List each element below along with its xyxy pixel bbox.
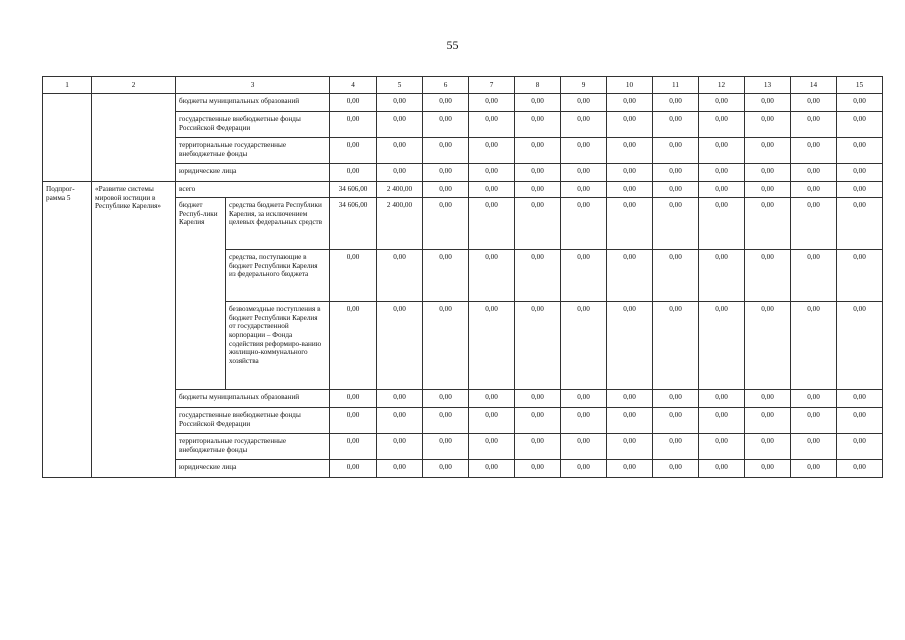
value-cell: 0,00 bbox=[423, 408, 469, 434]
value-cell: 0,00 bbox=[377, 138, 423, 164]
value-cell: 0,00 bbox=[699, 94, 745, 112]
value-cell: 0,00 bbox=[699, 302, 745, 390]
value-cell: 0,00 bbox=[745, 302, 791, 390]
value-cell: 0,00 bbox=[330, 302, 377, 390]
value-cell: 0,00 bbox=[653, 250, 699, 302]
value-cell: 0,00 bbox=[330, 390, 377, 408]
value-cell: 0,00 bbox=[653, 112, 699, 138]
value-cell: 0,00 bbox=[745, 182, 791, 198]
value-cell: 0,00 bbox=[791, 198, 837, 250]
value-cell: 0,00 bbox=[607, 460, 653, 478]
value-cell: 0,00 bbox=[423, 250, 469, 302]
value-cell: 0,00 bbox=[515, 390, 561, 408]
value-cell: 0,00 bbox=[561, 408, 607, 434]
value-cell: 0,00 bbox=[423, 182, 469, 198]
value-cell: 0,00 bbox=[699, 138, 745, 164]
value-cell: 0,00 bbox=[699, 250, 745, 302]
column-header: 3 bbox=[176, 77, 330, 94]
column-header: 11 bbox=[653, 77, 699, 94]
value-cell: 0,00 bbox=[515, 94, 561, 112]
table-row bbox=[43, 94, 883, 112]
value-cell: 0,00 bbox=[330, 250, 377, 302]
value-cell: 0,00 bbox=[561, 198, 607, 250]
page-number: 55 bbox=[446, 38, 459, 52]
source-label: государственные внебюджетные фонды Российской Федерации bbox=[176, 408, 330, 434]
value-cell: 0,00 bbox=[377, 164, 423, 182]
value-cell: 0,00 bbox=[561, 460, 607, 478]
value-cell: 0,00 bbox=[423, 164, 469, 182]
value-cell: 0,00 bbox=[837, 460, 883, 478]
value-cell: 0,00 bbox=[745, 408, 791, 434]
column-header: 1 bbox=[43, 77, 92, 94]
source-label: государственные внебюджетные фонды Российской Федерации bbox=[176, 112, 330, 138]
value-cell: 0,00 bbox=[653, 302, 699, 390]
value-cell: 0,00 bbox=[423, 138, 469, 164]
value-cell: 0,00 bbox=[607, 198, 653, 250]
column-header: 8 bbox=[515, 77, 561, 94]
value-cell: 0,00 bbox=[837, 390, 883, 408]
value-cell: 0,00 bbox=[699, 460, 745, 478]
subprogram-name: «Развитие системы мировой юстиции в Республике Карелия» bbox=[92, 182, 176, 478]
value-cell: 0,00 bbox=[377, 460, 423, 478]
value-cell: 0,00 bbox=[515, 302, 561, 390]
value-cell: 0,00 bbox=[515, 434, 561, 460]
value-cell: 0,00 bbox=[699, 408, 745, 434]
value-cell: 0,00 bbox=[653, 198, 699, 250]
value-cell: 0,00 bbox=[837, 182, 883, 198]
value-cell: 0,00 bbox=[515, 138, 561, 164]
column-header: 15 bbox=[837, 77, 883, 94]
value-cell: 0,00 bbox=[469, 164, 515, 182]
source-label: территориальные государственные внебюджетные фонды bbox=[176, 138, 330, 164]
value-cell: 0,00 bbox=[607, 94, 653, 112]
column-header: 4 bbox=[330, 77, 377, 94]
value-cell: 0,00 bbox=[607, 250, 653, 302]
value-cell: 0,00 bbox=[837, 408, 883, 434]
value-cell: 0,00 bbox=[607, 390, 653, 408]
value-cell: 0,00 bbox=[377, 390, 423, 408]
value-cell: 0,00 bbox=[515, 112, 561, 138]
column-header: 6 bbox=[423, 77, 469, 94]
budget-table bbox=[42, 76, 883, 478]
value-cell: 0,00 bbox=[469, 390, 515, 408]
value-cell: 0,00 bbox=[653, 434, 699, 460]
value-cell: 0,00 bbox=[699, 182, 745, 198]
value-cell: 0,00 bbox=[745, 164, 791, 182]
value-cell: 0,00 bbox=[515, 182, 561, 198]
value-cell: 0,00 bbox=[837, 434, 883, 460]
value-cell: 0,00 bbox=[653, 390, 699, 408]
value-cell: 0,00 bbox=[653, 94, 699, 112]
value-cell: 0,00 bbox=[607, 302, 653, 390]
column-header: 7 bbox=[469, 77, 515, 94]
value-cell: 0,00 bbox=[561, 164, 607, 182]
value-cell: 0,00 bbox=[561, 112, 607, 138]
value-cell: 0,00 bbox=[837, 250, 883, 302]
value-cell: 0,00 bbox=[377, 112, 423, 138]
value-cell: 0,00 bbox=[699, 390, 745, 408]
value-cell: 0,00 bbox=[423, 94, 469, 112]
value-cell: 0,00 bbox=[699, 112, 745, 138]
value-cell: 0,00 bbox=[653, 460, 699, 478]
value-cell: 0,00 bbox=[515, 198, 561, 250]
column-header: 2 bbox=[92, 77, 176, 94]
value-cell: 0,00 bbox=[607, 434, 653, 460]
value-cell: 0,00 bbox=[377, 250, 423, 302]
table-row bbox=[43, 182, 883, 198]
value-cell: 0,00 bbox=[837, 302, 883, 390]
value-cell: 34 606,00 bbox=[330, 182, 377, 198]
value-cell: 0,00 bbox=[653, 408, 699, 434]
value-cell: 0,00 bbox=[791, 112, 837, 138]
value-cell: 0,00 bbox=[377, 408, 423, 434]
value-cell: 0,00 bbox=[607, 112, 653, 138]
value-cell: 0,00 bbox=[561, 390, 607, 408]
value-cell: 0,00 bbox=[561, 250, 607, 302]
value-cell: 0,00 bbox=[469, 198, 515, 250]
source-label: средства бюджета Республики Карелия, за исключением целевых федеральных средств bbox=[226, 198, 330, 250]
value-cell: 0,00 bbox=[515, 164, 561, 182]
value-cell: 0,00 bbox=[699, 434, 745, 460]
value-cell: 0,00 bbox=[561, 434, 607, 460]
value-cell: 0,00 bbox=[515, 250, 561, 302]
value-cell: 0,00 bbox=[330, 434, 377, 460]
column-header: 13 bbox=[745, 77, 791, 94]
value-cell: 0,00 bbox=[469, 250, 515, 302]
value-cell: 0,00 bbox=[837, 164, 883, 182]
value-cell: 0,00 bbox=[515, 408, 561, 434]
subprogram-code: Подпрог-рамма 5 bbox=[43, 182, 92, 478]
value-cell: 0,00 bbox=[561, 182, 607, 198]
value-cell: 0,00 bbox=[469, 408, 515, 434]
value-cell: 0,00 bbox=[330, 138, 377, 164]
column-header: 12 bbox=[699, 77, 745, 94]
value-cell: 0,00 bbox=[791, 460, 837, 478]
value-cell: 0,00 bbox=[330, 408, 377, 434]
source-label: юридические лица bbox=[176, 164, 330, 182]
source-label: бюджеты муниципальных образований bbox=[176, 390, 330, 408]
value-cell: 0,00 bbox=[791, 408, 837, 434]
value-cell: 0,00 bbox=[469, 112, 515, 138]
value-cell: 0,00 bbox=[469, 302, 515, 390]
value-cell: 2 400,00 bbox=[377, 182, 423, 198]
value-cell: 0,00 bbox=[469, 94, 515, 112]
value-cell: 0,00 bbox=[469, 434, 515, 460]
value-cell: 0,00 bbox=[469, 460, 515, 478]
value-cell: 0,00 bbox=[791, 182, 837, 198]
value-cell: 0,00 bbox=[423, 112, 469, 138]
value-cell: 34 606,00 bbox=[330, 198, 377, 250]
value-cell: 0,00 bbox=[607, 164, 653, 182]
value-cell: 0,00 bbox=[423, 434, 469, 460]
column-header: 5 bbox=[377, 77, 423, 94]
column-header: 10 bbox=[607, 77, 653, 94]
value-cell: 0,00 bbox=[791, 302, 837, 390]
column-header: 14 bbox=[791, 77, 837, 94]
value-cell: 0,00 bbox=[745, 112, 791, 138]
value-cell: 0,00 bbox=[837, 94, 883, 112]
value-cell: 0,00 bbox=[607, 138, 653, 164]
value-cell: 0,00 bbox=[561, 302, 607, 390]
value-cell: 0,00 bbox=[745, 434, 791, 460]
value-cell: 0,00 bbox=[561, 138, 607, 164]
total-label: всего bbox=[176, 182, 330, 198]
value-cell: 0,00 bbox=[607, 182, 653, 198]
budget-label: бюджет Респуб-лики Карелия bbox=[176, 198, 226, 390]
value-cell: 0,00 bbox=[469, 138, 515, 164]
value-cell: 0,00 bbox=[377, 434, 423, 460]
value-cell: 0,00 bbox=[791, 138, 837, 164]
value-cell: 0,00 bbox=[653, 164, 699, 182]
value-cell: 0,00 bbox=[791, 434, 837, 460]
column-header: 9 bbox=[561, 77, 607, 94]
value-cell: 0,00 bbox=[791, 390, 837, 408]
name-cell bbox=[92, 94, 176, 182]
value-cell: 0,00 bbox=[837, 198, 883, 250]
value-cell: 0,00 bbox=[745, 138, 791, 164]
value-cell: 0,00 bbox=[423, 302, 469, 390]
header-row bbox=[43, 77, 883, 94]
value-cell: 0,00 bbox=[791, 164, 837, 182]
value-cell: 0,00 bbox=[653, 138, 699, 164]
value-cell: 0,00 bbox=[330, 94, 377, 112]
value-cell: 0,00 bbox=[607, 408, 653, 434]
value-cell: 0,00 bbox=[423, 460, 469, 478]
value-cell: 0,00 bbox=[745, 250, 791, 302]
value-cell: 0,00 bbox=[330, 460, 377, 478]
value-cell: 0,00 bbox=[330, 164, 377, 182]
source-label: средства, поступающие в бюджет Республики Карелия из федерального бюджета bbox=[226, 250, 330, 302]
value-cell: 0,00 bbox=[653, 182, 699, 198]
value-cell: 0,00 bbox=[745, 94, 791, 112]
value-cell: 0,00 bbox=[423, 198, 469, 250]
code-cell bbox=[43, 94, 92, 182]
value-cell: 0,00 bbox=[699, 198, 745, 250]
source-label: бюджеты муниципальных образований bbox=[176, 94, 330, 112]
value-cell: 0,00 bbox=[745, 460, 791, 478]
value-cell: 0,00 bbox=[837, 138, 883, 164]
value-cell: 0,00 bbox=[377, 94, 423, 112]
source-label: территориальные государственные внебюджетные фонды bbox=[176, 434, 330, 460]
value-cell: 0,00 bbox=[515, 460, 561, 478]
value-cell: 0,00 bbox=[469, 182, 515, 198]
value-cell: 0,00 bbox=[561, 94, 607, 112]
value-cell: 0,00 bbox=[423, 390, 469, 408]
source-label: безвозмездные поступления в бюджет Республики Карелия от государственной корпорации – Фонда содействия реформиро-ванию жилищно-коммунального хозяйства bbox=[226, 302, 330, 390]
value-cell: 0,00 bbox=[745, 198, 791, 250]
value-cell: 0,00 bbox=[745, 390, 791, 408]
value-cell: 0,00 bbox=[837, 112, 883, 138]
value-cell: 0,00 bbox=[699, 164, 745, 182]
value-cell: 0,00 bbox=[377, 302, 423, 390]
value-cell: 2 400,00 bbox=[377, 198, 423, 250]
value-cell: 0,00 bbox=[330, 112, 377, 138]
value-cell: 0,00 bbox=[791, 250, 837, 302]
source-label: юридические лица bbox=[176, 460, 330, 478]
value-cell: 0,00 bbox=[791, 94, 837, 112]
